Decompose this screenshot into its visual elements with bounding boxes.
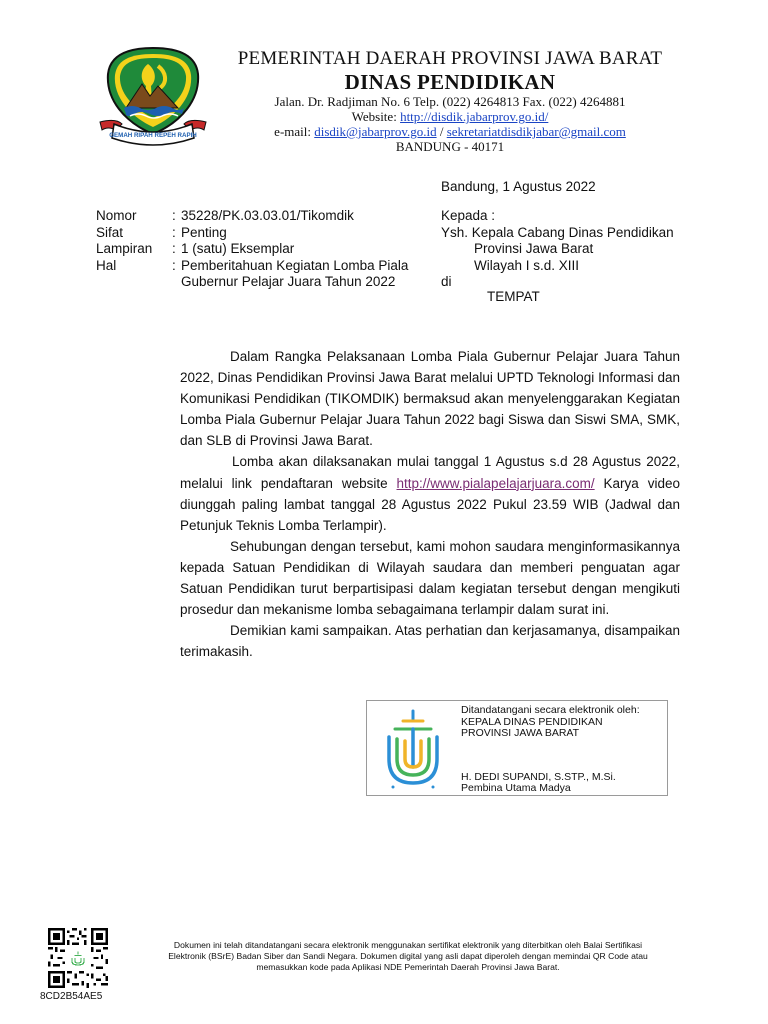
letter-body xyxy=(180,346,680,662)
city-line: BANDUNG - 40171 xyxy=(395,139,505,154)
meta-colon: : xyxy=(172,257,176,273)
letterhead xyxy=(215,48,685,154)
email-link-1[interactable]: disdik@jabarprov.go.id xyxy=(314,124,437,139)
signature-emblem-icon xyxy=(381,707,445,791)
recipient-to: Kepada : xyxy=(441,208,496,223)
website-label: Website: xyxy=(351,109,401,124)
meta-value: Penting xyxy=(181,224,227,240)
coat-of-arms-icon xyxy=(96,44,210,148)
signature-line-2: KEPALA DINAS PENDIDIKAN xyxy=(461,715,603,728)
footer-notice-line-3: memasukkan kode pada Aplikasi NDE Pemerintah Daerah Provinsi Jawa Barat. xyxy=(256,962,560,972)
meta-label: Hal xyxy=(96,257,117,273)
meta-colon: : xyxy=(172,224,176,240)
qr-verification-code: 8CD2B54AE5 xyxy=(40,991,103,1002)
letter-date: Bandung, 1 Agustus 2022 xyxy=(441,179,596,194)
website-line xyxy=(215,109,685,124)
signature-line-3: PROVINSI JAWA BARAT xyxy=(461,727,580,739)
meta-value: 35228/PK.03.03.01/Tikomdik xyxy=(181,208,354,223)
email-label: e-mail: xyxy=(274,124,315,139)
paragraph-1: Dalam Rangka Pelaksanaan Lomba Piala Gubernur Pelajar Juara Tahun 2022, Dinas Pendidikan Provinsi Jawa Barat melalui UPTD Teknologi Informasi dan Komunikasi Pendidikan (TIKOMDIK) bermaksud akan menyelenggarakan Kegiatan Lomba Piala Gubernur Pelajar Juara Tahun 2022 bagi Siswa dan Siswi SMA, SMK, dan SLB di Provinsi Jawa Barat. xyxy=(180,349,680,449)
recipient-line-2: Provinsi Jawa Barat xyxy=(474,241,594,256)
meta-label: Lampiran xyxy=(96,241,153,256)
meta-colon: : xyxy=(172,241,176,256)
meta-colon: : xyxy=(172,208,176,223)
paragraph-3: Sehubungan dengan tersebut, kami mohon saudara menginformasikannya kepada Satuan Pendidikan di Wilayah saudara dan memberi penguatan agar Satuan Pendidikan turut berpartisipasi dalam kegiatan tersebut dengan mengikuti prosedur dan mekanisme lomba sebagaimana terlampir dalam surat ini. xyxy=(180,538,680,618)
website-link[interactable]: http://disdik.jabarprov.go.id/ xyxy=(400,109,549,124)
recipient-line-3: Wilayah I s.d. XIII xyxy=(474,257,580,273)
government-name: PEMERINTAH DAERAH PROVINSI JAWA BARAT xyxy=(237,48,663,69)
footer-notice-line-2: Elektronik (BSrE) Badan Siber dan Sandi Negara. Dokumen digital yang asli dapat diperoleh dengan memindai QR Code atau xyxy=(168,951,648,961)
signer-name: H. DEDI SUPANDI, S.STP., M.Si. xyxy=(461,770,616,783)
meta-value: 1 (satu) Eksemplar xyxy=(181,241,295,256)
address-line: Jalan. Dr. Radjiman No. 6 Telp. (022) 4264813 Fax. (022) 4264881 xyxy=(274,94,626,109)
footer-notice xyxy=(128,940,688,973)
recipient-line-1: Ysh. Kepala Cabang Dinas Pendidikan xyxy=(441,224,674,240)
recipient-place: TEMPAT xyxy=(487,289,540,304)
paragraph-2-text-a: Lomba akan dilaksanakan mulai tanggal 1 Agustus s.d 28 Agustus 2022, melalui link pendaftaran website xyxy=(180,454,680,491)
footer-notice-line-1: Dokumen ini telah ditandatangani secara elektronik menggunakan sertifikat elektronik yang diterbitkan oleh Balai Sertifikasi xyxy=(173,940,643,950)
meta-label: Nomor xyxy=(96,208,137,223)
paragraph-2-text-b: Karya video diunggah paling lambat tanggal 28 Agustus 2022 Pukul 23.59 WIB (Jadwal dan Petunjuk Teknis Lomba Terlampir). xyxy=(180,475,680,533)
meta-value: Pemberitahuan Kegiatan Lomba Piala Gubernur Pelajar Juara Tahun 2022 xyxy=(181,257,409,289)
qr-code-icon[interactable] xyxy=(48,928,108,988)
logo-motto: GEMAH RIPAH REPEH RAPIH xyxy=(109,132,197,139)
paragraph-4: Demikian kami sampaikan. Atas perhatian dan kerjasamanya, disampaikan terimakasih. xyxy=(180,623,680,660)
email-link-2[interactable]: sekretariatdisdikjabar@gmail.com xyxy=(446,124,626,139)
signer-rank: Pembina Utama Madya xyxy=(461,782,571,794)
signature-line-1: Ditandatangani secara elektronik oleh: xyxy=(461,704,640,716)
signature-text xyxy=(461,705,640,795)
paragraph-2 xyxy=(180,451,680,535)
email-separator: / xyxy=(436,124,447,139)
registration-link[interactable]: http://www.pialapelajarjuara.com/ xyxy=(396,475,595,491)
electronic-signature-box xyxy=(366,700,668,796)
recipient-di: di xyxy=(441,274,452,289)
meta-label: Sifat xyxy=(96,224,124,240)
department-name: DINAS PENDIDIKAN xyxy=(344,70,556,94)
email-line xyxy=(215,124,685,139)
